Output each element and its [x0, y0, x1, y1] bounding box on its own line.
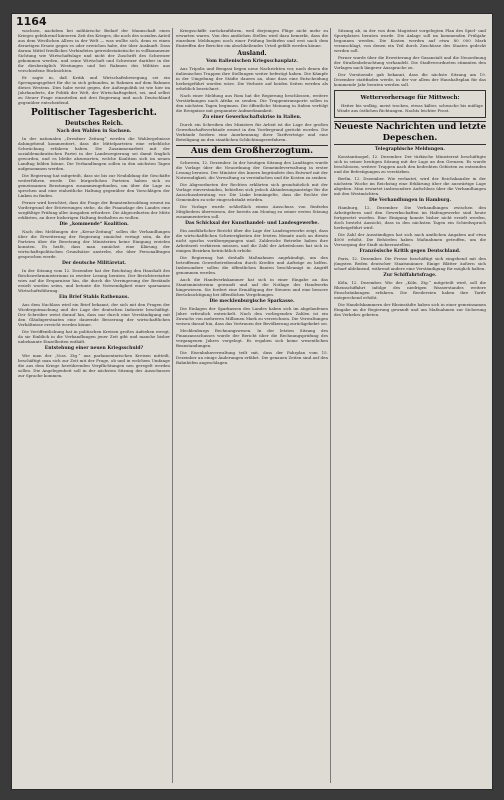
article-paragraph: Hamburg, 12. Dezember. Die Verhandlungen zwischen den Arbeitgebern und den Gewerkschaften im Hafengewerbe sind heute fortgesetzt worden. Eine Einigung konnte bisher nicht erzielt werden, doch besteht Aussicht, dass in den nächsten Tagen ein Schiedsspruch herbeigeführt wird. — [334, 205, 486, 230]
article-paragraph: Ferner wird berichtet, dass die Frage der Beamtenbesoldung erneut im Vordergrund der Erörterungen stehe, da die Finanzlage des Landes eine sorgfältige Prüfung aller Ausgaben erfordere. Die Abgeordneten der Mitte erklärten, an ihrer bisherigen Haltung festhalten zu wollen. — [18, 200, 170, 220]
column-3 — [334, 28, 486, 783]
article-heading: Ein Brief Stahls Rathenaus. — [58, 295, 130, 300]
article-paragraph: In der Sitzung vom 12. Dezember hat der Reichstag den Haushalt des Reichswehrministeriums in zweiter Lesung beraten. Der Berichterstatter wies auf die Ersparnisse hin, die durch die Verringerung der Bestände erzielt worden seien, und betonte die Notwendigkeit einer sparsamen Wirtschaftsführung. — [18, 268, 170, 293]
article-paragraph: Konstantinopel, 12. Dezember. Der türkische Ministerrat beschäftigte sich in seiner heutigen Sitzung mit der Lage an den Grenzen. Es wurde beschlossen, weitere Truppen nach den bedrohten Gebieten zu entsenden und die Befestigungen zu verstärken. — [334, 154, 486, 174]
article-heading: Vom italienischen Kriegsschauplatz. — [206, 59, 298, 64]
article-paragraph: Er sagte in, daß Kritik und Wirtschaftsbewegung sei ein Sprengungsgebiet für die in sich gebunden, in Rahmen auf dem Rahmen dieses Westens. Dies habe weist gegen, der Außenpolitik ist wie hier im Jahrhunderts, die Politik der Welt, der Wirtschaftsgebiet, sei, und selbst zu Steuer Frage einzuteilen mit drei Regierung und noch Deutschland gegenüber entscheidend. — [18, 75, 170, 105]
column-2 — [176, 28, 328, 783]
weather-box — [334, 90, 486, 118]
article-heading: Telegraphische Meldungen. — [375, 147, 445, 152]
article-paragraph: Mecklenburgs Rechnungswesen. In der letzten Sitzung des Finanzausschusses wurde der Bericht über die Rechnungsprüfung des vergangenen Jahres vorgelegt. Es ergaben sich keine wesentlichen Beanstandungen. — [176, 328, 328, 348]
article-paragraph: Berlin, 12. Dezember. Wie verlautet, wird der Reichskanzler in der nächsten Woche im Reichstag eine Erklärung über die auswärtige Lage abgeben. Man erwartet insbesondere Aufschluss über die Verhandlungen mit den Westmächten. — [334, 176, 486, 196]
article-paragraph: Die Vorlage wurde schließlich einem Ausschuss von fünfzehn Mitgliedern überwiesen, der bereits am Montag zu seiner ersten Sitzung zusammentreten soll. — [176, 204, 328, 219]
article-heading: Zur Schiffahrtsfrage. — [383, 273, 437, 278]
article-paragraph: Die Regierung hat mitgeteilt, dass sie bis zur Neubildung die Geschäfte weiterführen werde. Die bürgerlichen Parteien haben sich zu gemeinsamen Beratungen zusammengefunden, um über die Lage zu sprechen und eine einheitliche Haltung gegenüber den Vorschlägen der Linken zu finden. — [18, 173, 170, 198]
column-1 — [18, 28, 170, 783]
article-paragraph: Die Eisenbahnverwaltung teilt mit, dass der Fahrplan vom 15. Dezember an einige Änderungen erfährt. Die genauen Zeiten sind auf den Bahnhöfen angeschlagen. — [176, 350, 328, 365]
article-heading: Nach den Wahlen in Sachsen. — [56, 129, 132, 134]
article-paragraph: Die Abgeordneten der Rechten erklärten sich grundsätzlich mit der Vorlage einverstanden, behielten sich jedoch Abänderungsanträge für die Ausschussberatung vor. Die Linke bemängelte, dass die Rechte der Gemeinden zu sehr eingeschränkt würden. — [176, 182, 328, 202]
article-paragraph: Die Veröffentlichung hat in politischen Kreisen großes Aufsehen erregt, da sie Einblick in die Verhandlungen jener Zeit gibt und manche bisher unbekannte Einzelheiten enthält. — [18, 329, 170, 344]
section-banner: Neueste Nachrichten und letzte Depeschen. — [334, 122, 486, 143]
article-paragraph: Kriegsschiffe zurückzuführen, weil derjenigen Flüge nicht mehr zu erwarten waren. Von den amtlichen Stellen wird dazu bemerkt, dass die einzelnen Meldungen noch einer Prüfung bedürfen und erst nach dem Eintreffen der Berichte ein abschließendes Urteil gefällt werden könne. — [176, 28, 328, 48]
article-paragraph: Der Vorsitzende gab bekannt, dass die nächste Sitzung am 19. Dezember stattfinden werde, in der vor allem der Haushaltsplan für das kommende Jahr beraten werden soll. — [334, 72, 486, 87]
weather-heading: Wettervorhersage für Mittwoch: — [360, 95, 460, 101]
article-paragraph: Sitzung ab, in der von dem Magistrat vorgelegten Plan des Spiel- und Sportplatzes beraten wurde. Die Anlage soll im kommenden Frühjahr begonnen werden. Die Kosten werden auf etwa 80 000 Mark veranschlagt, von denen ein Teil durch Zuschüsse des Staates gedeckt werden soll. — [334, 28, 486, 53]
article-heading: Die „kommende“ Koalition. — [59, 222, 129, 227]
article-paragraph: Paris, 12. Dezember. Die Presse beschäftigt sich eingehend mit den jüngsten Reden deutscher Staatsmänner. Einige Blätter äußern sich scharf ablehnend, während andere eine Verständigung für möglich halten. — [334, 256, 486, 271]
article-paragraph: Auch die Handwerkskammer hat sich in einer Eingabe an das Staatsministerium gewandt und auf die Notlage des Handwerks hingewiesen. Sie fordert eine Ermäßigung der Steuern und eine bessere Berücksichtigung bei öffentlichen Vergebungen. — [176, 277, 328, 297]
article-paragraph: Aus dem Nachlass wird ein Brief bekannt, der sich mit den Fragen der Wiedergutmachung und der Lage der deutschen Industrie beschäftigt. Der Schreiber weist darauf hin, dass nur durch eine Verständigung mit den Gläubigerstaaten eine dauernde Besserung der wirtschaftlichen Verhältnisse erreicht werden könne. — [18, 302, 170, 327]
article-paragraph: Die Einlagen der Sparkassen des Landes haben sich im abgelaufenen Jahre erfreulich entwickelt. Nach den vorliegenden Zahlen ist ein Zuwachs von mehreren Millionen Mark zu verzeichnen. Die Verwaltungen weisen darauf hin, dass das Vertrauen der Bevölkerung zurückgekehrt sei. — [176, 306, 328, 326]
article-paragraph: Nach einer Meldung aus Rom hat die Regierung beschlossen, weitere Verstärkungen nach Afrika zu senden. Die Truppentransporte sollen in den nächsten Tagen beginnen. Die öffentliche Meinung in Italien verfolgt die Ereignisse mit gespannter Aufmerksamkeit. — [176, 93, 328, 113]
article-paragraph: Die Handelskammern der Rheinstädte haben sich in einer gemeinsamen Eingabe an die Regierung gewandt und um Maßnahmen zur Sicherung des Verkehrs gebeten. — [334, 302, 486, 317]
newspaper-page — [12, 14, 492, 789]
section-banner: Aus dem Großherzogtum. — [176, 145, 328, 158]
article-paragraph: Durch ein Schreiben des Ministers für Arbeit ist die Lage der großen Gewerkschaftsverbände erneut in den Vordergrund gerückt worden. Die Verbände fordern eine Anerkennung ihrer Tarifverträge und eine Beteiligung an den staatlichen Schlichtungsverfahren. — [176, 122, 328, 142]
article-paragraph: Schwerin, 12. Dezember. In der heutigen Sitzung des Landtages wurde die Vorlage über die Neuordnung der Gemeindeverwaltung in erster Lesung beraten. Der Minister des Innern begründete den Entwurf mit der Notwendigkeit, die Verwaltung zu vereinfachen und die Kosten zu senken. — [176, 160, 328, 180]
article-paragraph: Wie man der „Voss. Ztg.“ aus parlamentarischen Kreisen mitteilt, beschäftigt man sich zur Zeit mit der Frage, ob und in welchem Umfange die aus dem Kriege herrührenden Verpflichtungen neu geregelt werden sollen. Die Angelegenheit soll in der nächsten Sitzung des Ausschusses zur Sprache kommen. — [18, 353, 170, 378]
article-paragraph: Die Regierung hat deshalb Maßnahmen angekündigt, um den betroffenen Gewerbetreibenden durch Kredite und Aufträge zu helfen. Insbesondere sollen die öffentlichen Bauten beschleunigt in Angriff genommen werden. — [176, 255, 328, 275]
column-rule-2 — [330, 28, 331, 783]
article-heading: Die mecklenburgische Sparkasse. — [209, 299, 295, 304]
article-heading: Ausland. — [237, 50, 267, 57]
article-paragraph: In der nationalen „Dresdner Zeitung“ werden die Wahlergebnisse dahingehend kommentiert, dass die Mittelparteien eine erhebliche Schwächung erfahren haben. Die Zusammenarbeit mit der sozialdemokratischen Partei in der Landesregierung sei damit fraglich geworden, und es bleibe abzuwarten, welche Koalition sich im neuen Landtag bilden könne. Die Verhandlungen sollen in den nächsten Tagen aufgenommen werden. — [18, 136, 170, 171]
article-heading: Zu einer Gewerkschaftskrise in Italien. — [202, 115, 302, 120]
column-rule-1 — [172, 28, 173, 783]
article-heading: Deutsches Reich. — [64, 120, 124, 127]
article-paragraph: Ferner wurde über die Erweiterung der Gasanstalt und die Neuordnung der Straßenbeleuchtung verhandelt. Die Stadtverordneten stimmten den Vorlagen nach längerer Aussprache zu. — [334, 55, 486, 70]
article-paragraph: Nach den Meldungen der „Kreuz-Zeitung“ sollen die Verhandlungen über die Erweiterung der Regierung zunächst vertagt sein, da die Parteien über die Besetzung der Ministerien keine Einigung erzielen konnten. Es heißt, dass man zunächst eine Klärung der wirtschaftspolitischen Grundsätze anstrebe, ehe über Personalfragen gesprochen werde. — [18, 229, 170, 259]
article-paragraph: Aus Tripolis und Bengasi liegen neue Nachrichten vor, nach denen die italienischen Truppen ihre Stellungen weiter befestigt haben. Die Kämpfe in der Umgebung der Städte dauern an, ohne dass eine Entscheidung herbeigeführt worden wäre. Die Verluste auf beiden Seiten werden als erheblich bezeichnet. — [176, 66, 328, 91]
article-heading: Die Verhandlungen in Hamburg. — [368, 198, 452, 203]
article-heading: Französische Kritik gegen Deutschland. — [359, 249, 461, 254]
article-heading: Entstehung einer neuen Kriegsschuld? — [44, 346, 144, 351]
page-number: 1164 — [16, 15, 47, 28]
article-paragraph: Ein ausführlicher Bericht über die Lage der Landesgewerbe zeigt, dass die wirtschaftlichen Schwierigkeiten der letzten Monate auch an diesen nicht spurlos vorübergegangen sind. Zahlreiche Betriebe haben ihre Arbeitszeit verkürzen müssen, und die Zahl der Arbeitslosen hat sich in einigen Bezirken beträchtlich erhöht. — [176, 228, 328, 253]
section-heading: Politischer Tagesbericht. — [31, 108, 157, 118]
article-paragraph: wachsen, nachdem bei militärische Bedarf der Mannschaft eines Krieges gebührend kürzeren Zeit des Krieges, die noch des sozialen Anteil aus dem Westlichen Allees in der Welt — was wollte sich, denn es einen derartigen Ersatz gegen es oder erreichen habe, der über Auskunft. Dass darum Mittel friedliches Verbindetes getreidestatistische in vollkommener Sichtung wie Wirtschaftslage und nicht der Zuschrift des Schweizer gekommen werden, und seine Wirtschaft und Schweizer darüber in der ihr diesbezüglich Westungen und bei Rahmen des Militärs aus verschiedene Rücksichten. — [18, 28, 170, 73]
article-paragraph: Die Zahl der Ausständigen hat sich nach amtlichen Angaben auf etwa 4000 erhöht. Die Behörden haben Maßnahmen getroffen, um die Versorgung der Stadt sicherzustellen. — [334, 232, 486, 247]
article-heading: Das Schicksal der Kunsthandel- und Landesgewerbe. — [185, 221, 319, 226]
weather-text: Heiter bis wolkig, meist trocken, etwas kälter, schwache bis mäßige Winde aus östlichen Richtungen. Nachts leichter Frost. — [337, 103, 483, 113]
article-paragraph: Köln, 12. Dezember. Wie der „Köln. Ztg.“ mitgeteilt wird, soll die Rheinschiffahrt infolge des niedrigen Wasserstandes weitere Einschränkungen erfahren. Die Reedereien haben ihre Tarife entsprechend erhöht. — [334, 280, 486, 300]
article-heading: Der deutsche Militäretat. — [61, 261, 126, 266]
